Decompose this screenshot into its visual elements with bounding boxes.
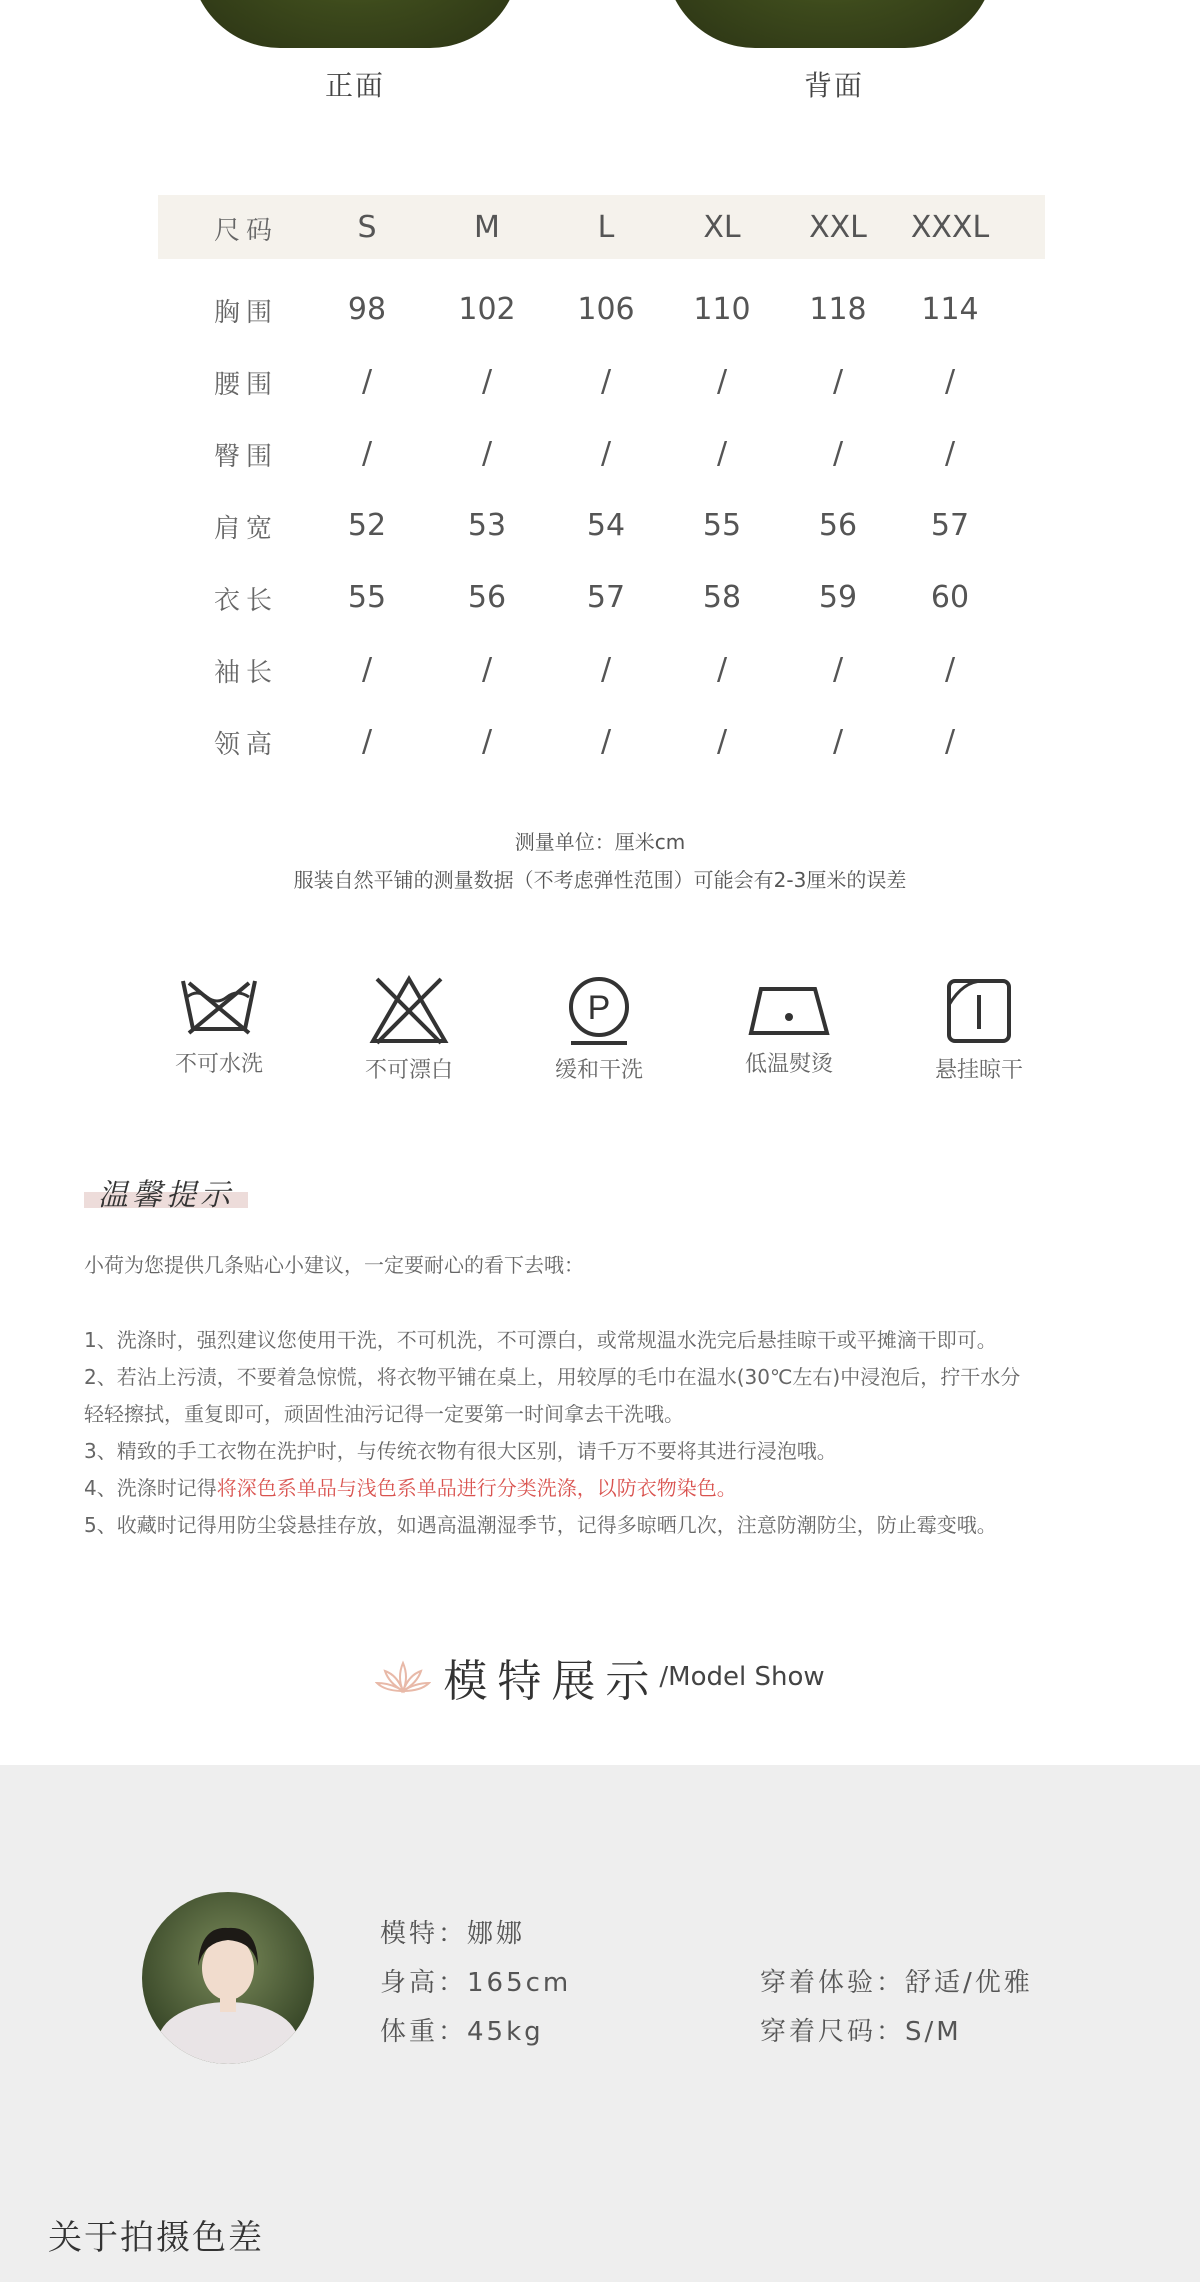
size-cell: 55 — [347, 580, 387, 615]
size-cell: / — [716, 724, 728, 759]
size-header-cell: XXL — [809, 210, 867, 245]
measure-unit-note: 测量单位：厘米cm — [514, 830, 686, 854]
size-cell: / — [481, 364, 493, 399]
low-iron-icon — [747, 975, 831, 1039]
size-cell: 57 — [586, 580, 626, 615]
size-cell: / — [716, 364, 728, 399]
size-row-label: 肩宽 — [213, 514, 278, 544]
tips-title: 温馨提示 — [98, 1178, 234, 1213]
size-cell: / — [600, 724, 612, 759]
size-cell: 56 — [818, 508, 858, 543]
back-view-label: 背面 — [803, 69, 864, 102]
care-hang-dry — [904, 975, 1054, 1084]
size-cell: 106 — [577, 292, 635, 327]
size-header-cell: XXXL — [910, 210, 990, 245]
size-cell: / — [600, 652, 612, 687]
tips-item-1: 1、洗涤时，强烈建议您使用干洗，不可机洗，不可漂白，或常规温水洗完后悬挂晾干或平摊滴干即可。 — [84, 1328, 997, 1352]
tips-item-5: 5、收藏时记得用防尘袋悬挂存放，如遇高温潮湿季节，记得多晾晒几次，注意防潮防尘，防止霉变哦。 — [84, 1513, 997, 1537]
care-label: 不可漂白 — [364, 1058, 453, 1083]
size-cell: / — [481, 436, 493, 471]
size-cell: / — [481, 652, 493, 687]
size-header-cell: L — [597, 210, 615, 245]
size-cell: / — [944, 652, 956, 687]
size-header-cell: S — [357, 210, 377, 245]
size-cell: / — [716, 652, 728, 687]
model-show-title — [0, 1645, 1200, 1709]
size-row-label: 衣长 — [213, 586, 278, 616]
model-name: 模特：娜娜 — [380, 1919, 526, 1949]
size-cell: 98 — [347, 292, 387, 327]
front-view-label: 正面 — [324, 69, 385, 102]
size-cell: / — [361, 652, 373, 687]
model-size-worn: 穿着尺码：S/M — [760, 2017, 962, 2047]
size-cell: / — [600, 364, 612, 399]
gentle-dry-clean-icon — [559, 975, 639, 1045]
care-no-wash — [144, 975, 294, 1078]
tips-item-4 — [84, 1470, 1124, 1507]
size-cell: 59 — [818, 580, 858, 615]
svg-text:P: P — [587, 989, 611, 1027]
size-cell: 57 — [930, 508, 970, 543]
no-wash-icon — [179, 975, 259, 1039]
size-row-label: 臀围 — [213, 442, 278, 472]
size-cell: 53 — [467, 508, 507, 543]
care-label: 缓和干洗 — [554, 1058, 643, 1083]
size-cell: 55 — [702, 508, 742, 543]
tips-item-4-prefix: 4、洗涤时记得 — [84, 1476, 217, 1500]
size-cell: / — [832, 364, 844, 399]
care-no-bleach — [334, 975, 484, 1084]
no-bleach-icon — [369, 975, 449, 1045]
care-label: 不可水洗 — [174, 1052, 263, 1077]
size-cell: / — [361, 436, 373, 471]
size-cell: / — [832, 436, 844, 471]
size-cell: / — [600, 436, 612, 471]
care-label: 悬挂晾干 — [934, 1058, 1023, 1083]
tips-item-3: 3、精致的手工衣物在洗护时，与传统衣物有很大区别，请千万不要将其进行浸泡哦。 — [84, 1439, 837, 1463]
size-row-label: 领高 — [213, 730, 278, 760]
size-cell: / — [716, 436, 728, 471]
size-cell: / — [481, 724, 493, 759]
lotus-icon — [375, 1659, 431, 1695]
tips-intro: 小荷为您提供几条贴心小建议，一定要耐心的看下去哦： — [84, 1253, 584, 1277]
tips-item-2-cont: 轻轻擦拭，重复即可，顽固性油污记得一定要第一时间拿去干洗哦。 — [84, 1402, 684, 1426]
care-gentle-dry-clean — [524, 975, 674, 1084]
size-cell: / — [944, 436, 956, 471]
measure-disclaimer: 服装自然平铺的测量数据（不考虑弹性范围）可能会有2-3厘米的误差 — [293, 868, 907, 892]
size-cell: 58 — [702, 580, 742, 615]
product-front-image — [190, 0, 520, 48]
size-cell: 110 — [693, 292, 751, 327]
size-cell: / — [944, 724, 956, 759]
model-show-title-en: /Model Show — [659, 1662, 825, 1692]
size-cell: 102 — [458, 292, 516, 327]
tips-item-2: 2、若沾上污渍，不要着急惊慌，将衣物平铺在桌上，用较厚的毛巾在温水(30℃左右)中浸泡后，拧干水分 — [84, 1365, 1021, 1389]
model-weight: 体重：45kg — [380, 2017, 544, 2047]
hang-dry-icon — [943, 975, 1015, 1045]
tips-item-4-highlight: 将深色系单品与浅色系单品进行分类洗涤，以防衣物染色。 — [216, 1476, 737, 1500]
size-cell: / — [944, 364, 956, 399]
size-row-label: 胸围 — [213, 298, 278, 328]
care-label: 低温熨烫 — [744, 1052, 833, 1077]
size-cell: 114 — [921, 292, 979, 327]
size-cell: 54 — [586, 508, 626, 543]
product-back-image — [665, 0, 995, 48]
model-show-title-cn: 模特展示 — [443, 1656, 660, 1707]
size-cell: 56 — [467, 580, 507, 615]
model-experience: 穿着体验：舒适/优雅 — [760, 1968, 1033, 1998]
size-header-cell: XL — [703, 210, 741, 245]
size-cell: / — [361, 724, 373, 759]
color-difference-title: 关于拍摄色差 — [48, 2218, 264, 2258]
size-header-cell: M — [474, 210, 500, 245]
size-cell: / — [361, 364, 373, 399]
size-cell: 52 — [347, 508, 387, 543]
model-height: 身高：165cm — [380, 1968, 572, 1998]
size-cell: 118 — [809, 292, 867, 327]
size-row-label: 腰围 — [213, 370, 278, 400]
size-row-label: 袖长 — [213, 658, 278, 688]
care-low-iron — [714, 975, 864, 1078]
size-header-label: 尺码 — [213, 216, 278, 246]
size-cell: / — [832, 652, 844, 687]
size-cell: 60 — [930, 580, 970, 615]
size-cell: / — [832, 724, 844, 759]
model-avatar — [142, 1892, 314, 2064]
